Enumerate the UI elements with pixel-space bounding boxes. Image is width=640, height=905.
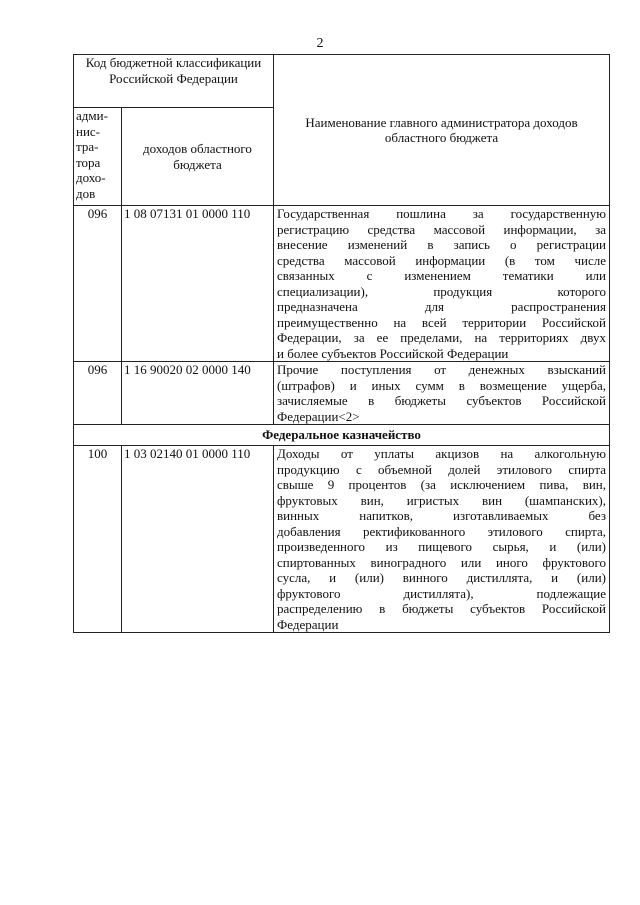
income-column-header [122, 108, 274, 206]
name-line: средства массовой информации (в том числе [277, 252, 606, 268]
budget-classification-table [73, 54, 610, 633]
name-line: винных напитков, изготавливаемых без [277, 508, 606, 523]
admin-header-line: нис- [76, 123, 101, 139]
name-line: Прочие поступления от денежных взысканий [277, 362, 606, 377]
admin-header-line: тра- [76, 139, 99, 154]
name-line: сусла, и (или) винного дистиллята, и (или) [277, 570, 606, 585]
name-line: свыше 9 процентов (за исключением пива, вин, [277, 477, 606, 492]
name-line: Федерации<2> [277, 408, 360, 424]
admin-column-header [74, 108, 122, 206]
name-line: фруктового дистиллята), подлежащие [277, 585, 606, 601]
name-line: преимущественно на всей территории Российской [277, 314, 606, 330]
table-header-row [74, 55, 610, 108]
admin-code-cell: 100 [74, 446, 122, 633]
name-line: предназначена для распространения [277, 299, 606, 314]
name-line: Федерации, за ее пределами, на территориях двух [277, 330, 606, 345]
table-row [74, 362, 610, 425]
name-line: регистрацию средства массовой информации, за [277, 221, 606, 237]
income-name-cell [274, 446, 610, 633]
section-row [74, 425, 610, 446]
income-column-header-text: доходов областного бюджета [143, 141, 252, 172]
name-line: произведенного из пищевого сырья, и (или) [277, 539, 606, 554]
admin-header-line: дов [76, 185, 96, 201]
name-line: зачисляемые в бюджеты субъектов Российской [277, 393, 606, 408]
name-line: внесение изменений в запись о регистрации [277, 237, 606, 252]
name-column-header-text: Наименование главного администратора доходов областного бюджета [305, 114, 578, 145]
admin-header-line: дохо- [76, 170, 106, 185]
income-name-cell [274, 206, 610, 362]
name-line: специализации), продукция которого [277, 283, 606, 299]
name-line: связанных с изменением тематики или [277, 268, 606, 283]
name-line: (штрафов) и иных сумм в возмещение ущерба, [277, 377, 606, 393]
name-line: продукцию с объемной долей этилового спирта [277, 461, 606, 477]
table-row [74, 206, 610, 362]
name-column-header [274, 55, 610, 206]
section-title: Федеральное казначейство [74, 425, 610, 446]
name-line: и более субъектов Российской Федерации [277, 345, 509, 361]
admin-code-cell: 096 [74, 362, 122, 425]
income-code-cell: 1 08 07131 01 0000 110 [122, 206, 274, 362]
code-group-header-text: Код бюджетной классификации Российской Федерации [85, 55, 262, 86]
page-number: 2 [316, 36, 324, 51]
admin-code-cell: 096 [74, 206, 122, 362]
income-name-cell [274, 362, 610, 425]
name-line: Доходы от уплаты акцизов на алкогольную [277, 446, 606, 461]
admin-header-line: тора [76, 154, 101, 170]
name-line: распределению в бюджеты субъектов Российской [277, 601, 606, 616]
name-line: Федерации [277, 616, 339, 632]
admin-header-line: адми- [76, 108, 108, 123]
name-line: спиртованных виноградного или иного фруктового [277, 554, 606, 570]
code-group-header [74, 55, 274, 108]
name-line: добавления ректификованного этилового спирта, [277, 523, 606, 539]
name-line: фруктовых вин, игристых вин (шампанских), [277, 492, 606, 508]
income-code-cell: 1 16 90020 02 0000 140 [122, 362, 274, 425]
income-code-cell: 1 03 02140 01 0000 110 [122, 446, 274, 633]
name-line: Государственная пошлина за государственную [277, 206, 606, 221]
table-row [74, 446, 610, 633]
